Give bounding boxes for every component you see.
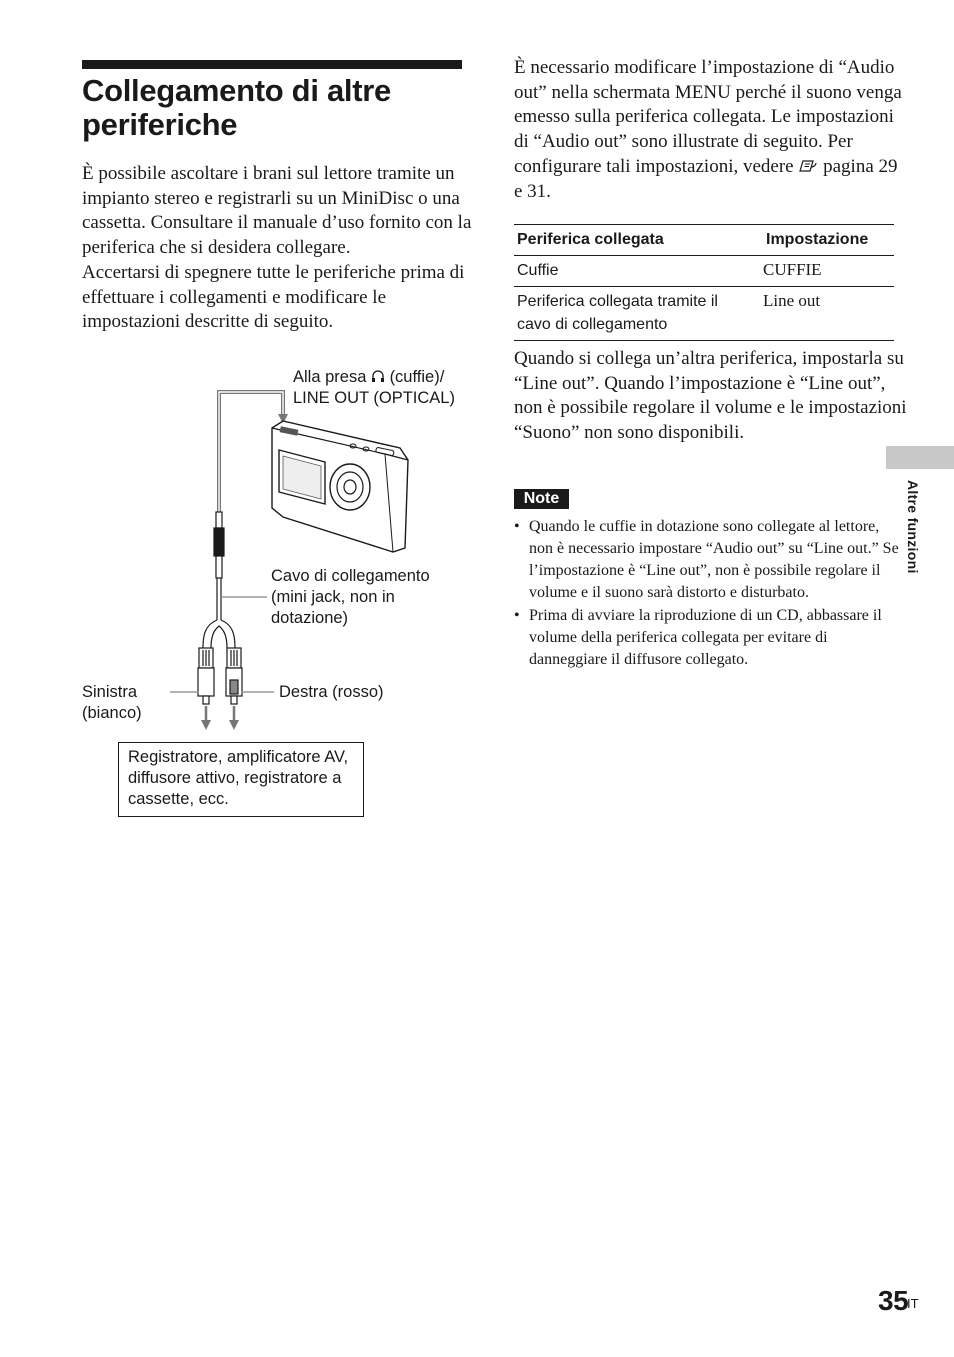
cable-label-1: Cavo di collegamento (271, 567, 430, 585)
output-arrows (201, 706, 239, 730)
note-text: Quando le cuffie in dotazione sono collegate al lettore, non è necessario impostare “Audio out” su “Line out.” Se l’impostazione è “Line out”, non è possibile regolare il volume e il suono sarà distorto e disturbato. (529, 518, 899, 601)
jack-label: Alla presa (cuffie)/ (293, 368, 445, 386)
player-device-icon (272, 421, 408, 552)
table-header-device: Periferica collegata (514, 225, 763, 256)
note-list (514, 516, 899, 672)
table-header-setting: Impostazione (763, 225, 894, 256)
page-language: IT (907, 1296, 919, 1311)
rca-left-plug-icon (198, 648, 214, 704)
line-out-paragraph: Quando si collega un’altra periferica, impostarla su “Line out”. Quando l’impostazione è “Line out”, non è possibile regolare il volume e le impostazioni “Suono” non sono disponibili. (514, 348, 907, 444)
settings-table (514, 224, 894, 341)
note-badge: Note (514, 489, 569, 509)
list-item (514, 605, 899, 671)
cable-label-2: (mini jack, non in (271, 588, 395, 606)
list-item (514, 516, 899, 604)
table-cell-setting: CUFFIE (763, 256, 894, 287)
section-tab-label: Altre funzioni (905, 480, 921, 574)
cable-label-3: dotazione) (271, 609, 349, 627)
jack-label-line2: LINE OUT (OPTICAL) (293, 389, 455, 407)
bullet-icon: • (514, 518, 520, 535)
mini-jack-plug-icon (214, 512, 224, 578)
note-text: Prima di avviare la riproduzione di un CD, abbassare il volume della periferica collegata per evitare di danneggiare il diffusore collegato. (529, 607, 882, 668)
warning-paragraph: Accertarsi di spegnere tutte le periferiche prima di effettuare i collegamenti e modificare le impostazioni descritte di seguito. (82, 261, 465, 333)
intro-paragraph: È possibile ascoltare i brani sul lettore tramite un impianto stereo e registrarli su un MiniDisc o una cassetta. Consultare il manuale d’uso fornito con la periferica che si desidera collegare. (82, 163, 472, 259)
cable-lower (203, 578, 235, 648)
page-number: 35 (878, 1285, 909, 1316)
audio-out-intro (514, 56, 909, 204)
page-reference-icon (798, 158, 818, 174)
rca-right-plug-icon (226, 648, 242, 704)
table-cell-device: Cuffie (514, 256, 763, 287)
connected-device-text: Registratore, amplificatore AV, diffusore attivo, registratore a cassette, ecc. (128, 748, 349, 808)
audio-out-intro-text: È necessario modificare l’impostazione di “Audio out” nella schermata MENU perché il suono venga emesso sulla periferica collegata. Le impostazioni di “Audio out” sono illustrate di seguito. Per configurare tali impostazioni, vedere (514, 57, 902, 177)
page-title: Collegamento di altre periferiche (82, 73, 391, 142)
headphones-icon (371, 369, 385, 383)
left-channel-label-2: (bianco) (82, 704, 142, 722)
table-header-row (514, 225, 894, 256)
left-channel-label-1: Sinistra (82, 683, 138, 701)
table-cell-device: Periferica collegata tramite il cavo di collegamento (514, 287, 763, 341)
bullet-icon: • (514, 607, 520, 624)
audio-out-page-ref: pagina 29 e 31. (514, 155, 898, 202)
connected-device-box (118, 742, 364, 817)
table-cell-setting: Line out (763, 287, 894, 341)
table-row (514, 287, 894, 341)
section-tab-marker (886, 446, 954, 469)
right-channel-label: Destra (rosso) (279, 683, 384, 701)
table-row (514, 256, 894, 287)
